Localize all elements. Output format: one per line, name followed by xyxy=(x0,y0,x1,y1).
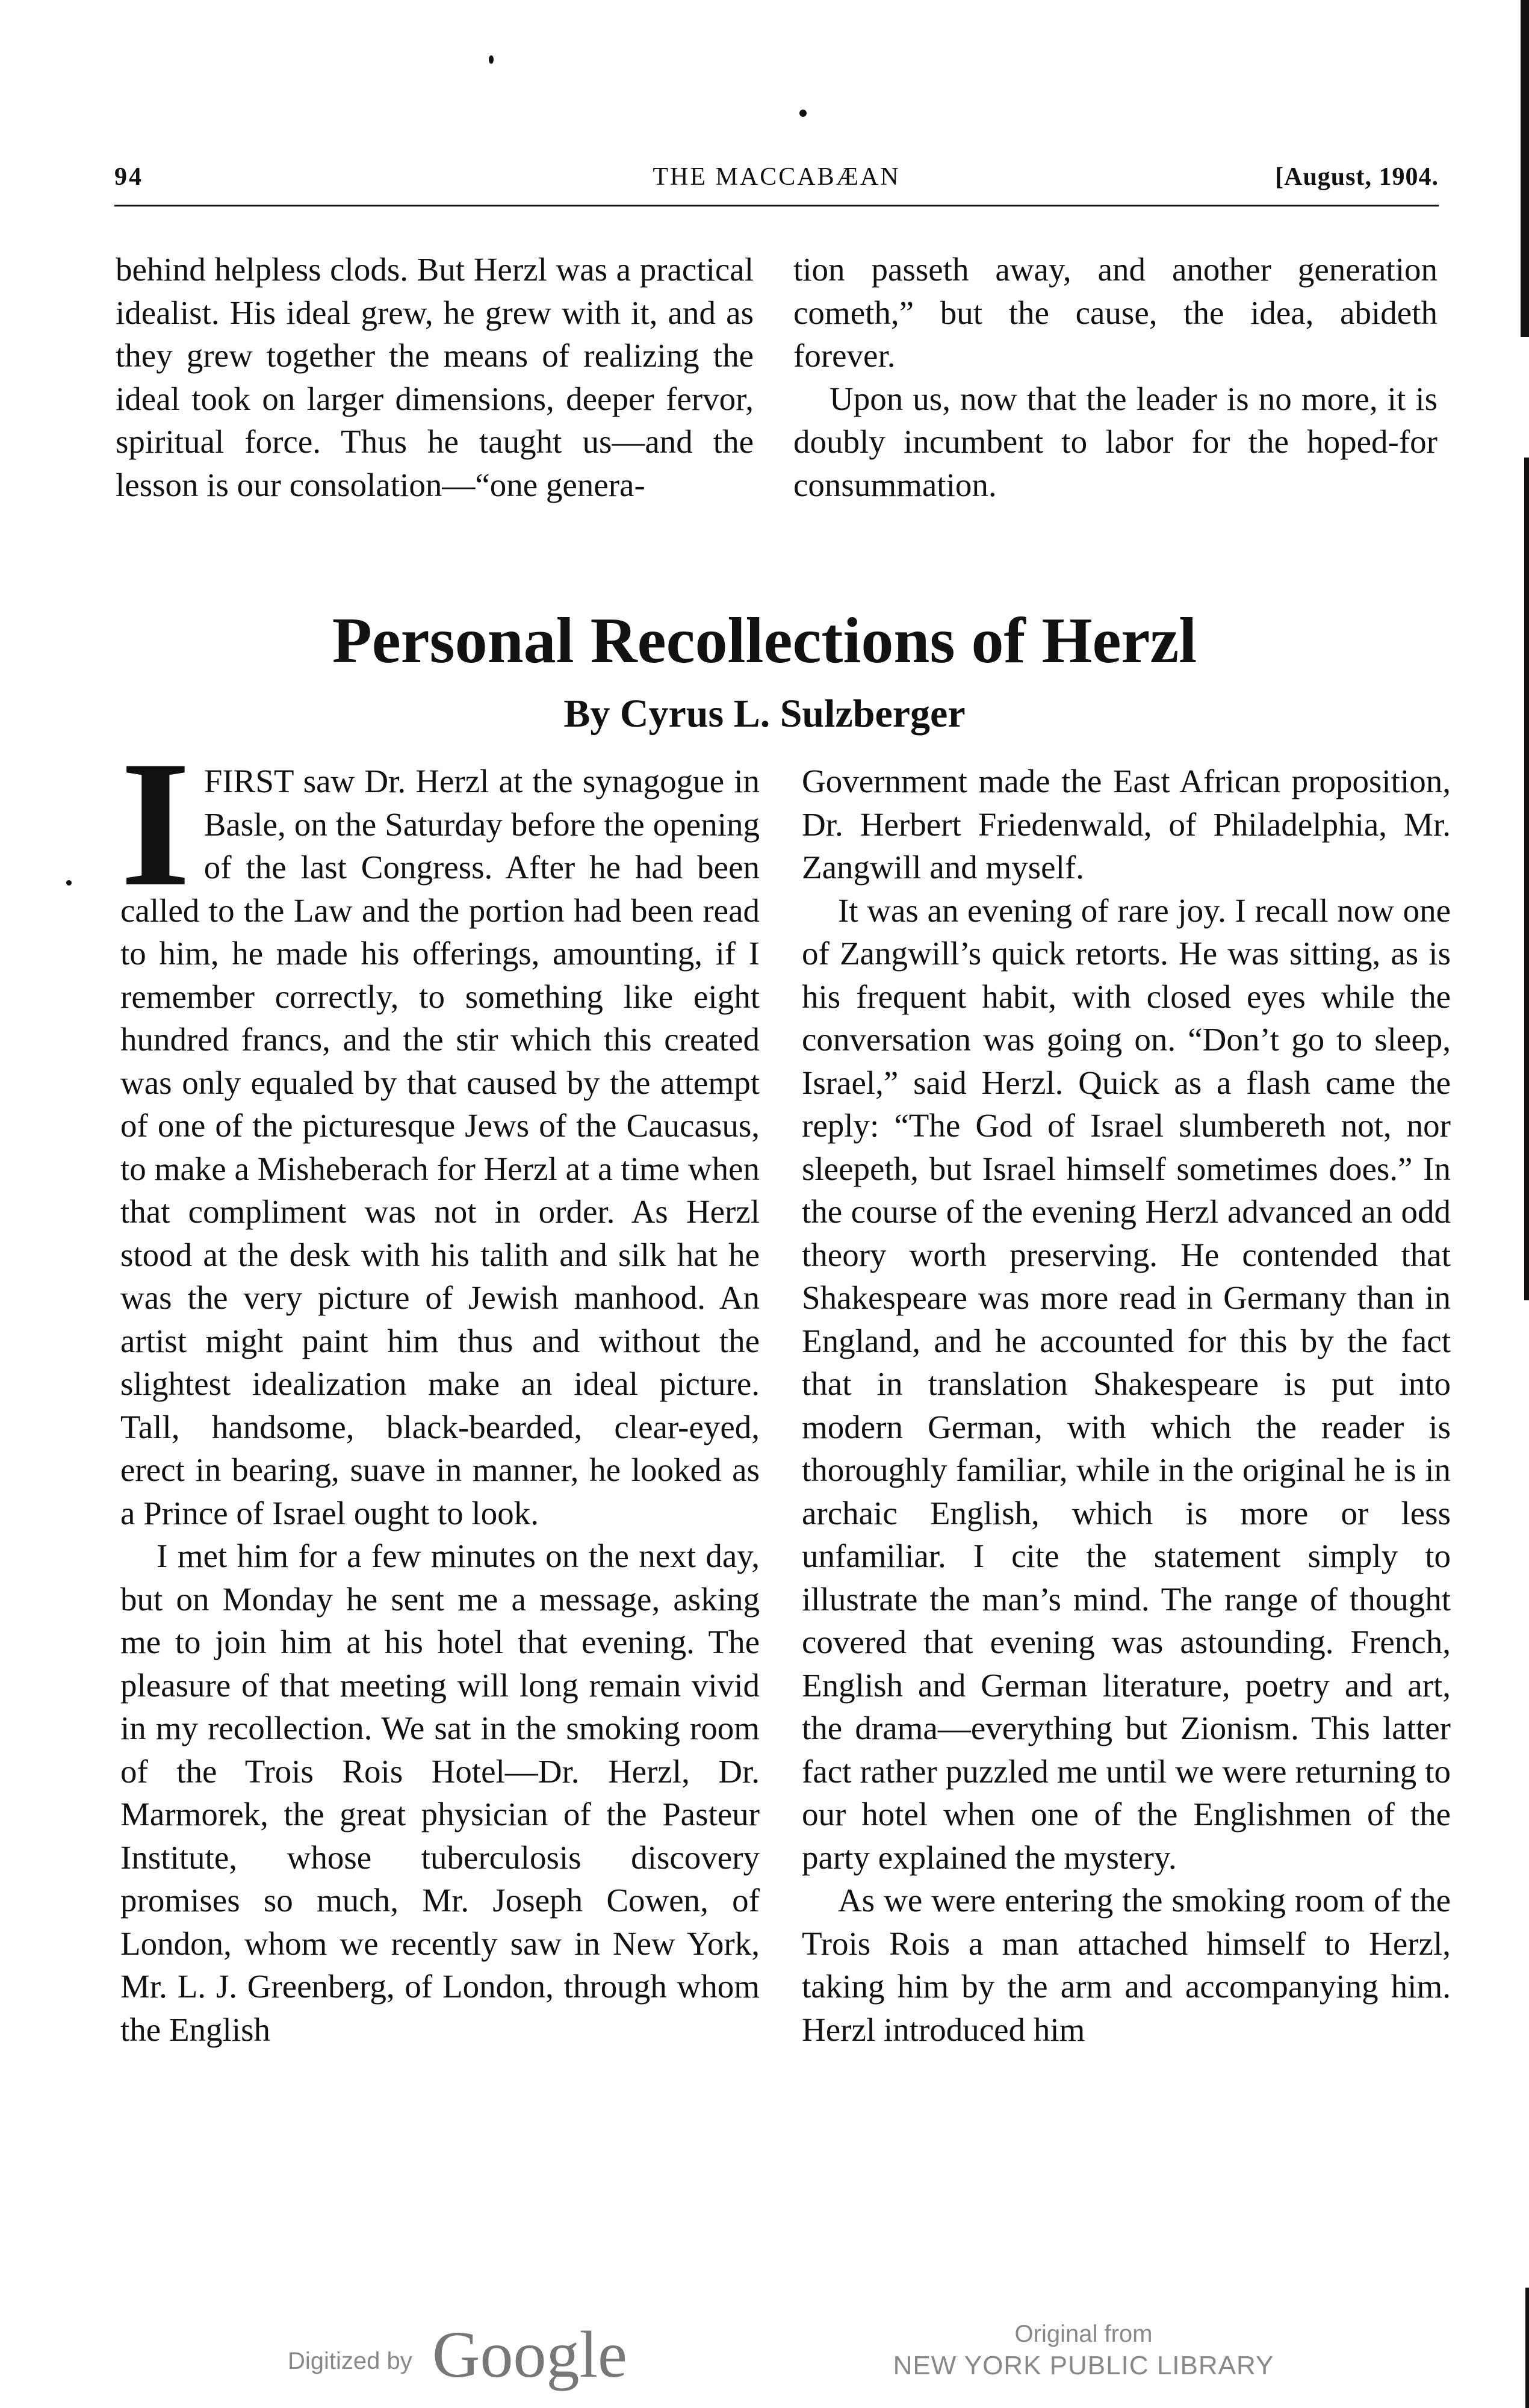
continued-paragraph: tion passeth away, and another generation cometh,” but the cause, the idea, abideth forever. xyxy=(793,251,1438,374)
article-paragraph: As we were entering the smoking room of the Trois Rois a man attached himself to Herzl, taking him by the arm and accompanying him. Herzl introduced him xyxy=(802,1882,1451,2048)
article-title: Personal Recollections of Herzl xyxy=(332,605,1197,677)
continued-column-right xyxy=(793,248,1438,506)
page-number: 94 xyxy=(114,163,143,191)
library-credit xyxy=(879,2319,1288,2383)
scan-edge-mark xyxy=(1525,2288,1529,2408)
original-from-label: Original from xyxy=(1014,2321,1153,2347)
article-paragraph: I met him for a few minutes on the next day, but on Monday he sent me a message, asking me to join him at his hotel that evening. The pleasure of that meeting will long remain vivid in my recollection. We sat in the smoking room of the Trois Rois Hotel—Dr. Herzl, Dr. Marmorek, the great physician of the Pasteur Institute, whose tuberculosis discovery promises so much, Mr. Joseph Cowen, of London, whom we recently saw in New York, Mr. L. J. Greenberg, of London, through whom the English xyxy=(120,1538,760,2048)
continued-paragraph: Upon us, now that the leader is no more, it is doubly incumbent to labor for the hoped-for consummation. xyxy=(793,380,1438,503)
issue-date: [August, 1904. xyxy=(1275,163,1439,191)
scan-edge-mark xyxy=(1521,0,1529,337)
digitized-by-label: Digitized by xyxy=(288,2348,412,2374)
continued-column-left xyxy=(116,248,754,506)
article-column-right xyxy=(802,760,1451,2051)
ink-speck xyxy=(489,55,494,64)
article-paragraph: It was an evening of rare joy. I recall now one of Zangwill’s quick retorts. He was sitting, as is his frequent habit, with closed eyes while the conversation was going on. “Don’t go to sleep, Israel,” said Herzl. Quick as a flash came the reply: “The God of Israel slumbereth not, nor sleepeth, but Israel himself sometimes does.” In the course of the evening Herzl advanced an odd theory worth preserving. He contended that Shakespeare was more read in Germany than in England, and he accounted for this by the fact that in translation Shakespeare is put into modern German, with which the reader is thoroughly familiar, while in the original he is in archaic English, which is more or less unfamiliar. I cite the statement simply to illustrate the man’s mind. The range of thought covered that evening was astounding. French, English and German literature, poetry and art, the drama—everything but Zionism. This latter fact rather puzzled me until we were returning to our hotel when one of the Englishmen of the party explained the mystery. xyxy=(802,892,1451,1876)
drop-cap: I xyxy=(120,724,191,923)
running-head xyxy=(114,163,1439,199)
scan-edge-mark xyxy=(1524,458,1529,1300)
article-paragraph: FIRST saw Dr. Herzl at the synagogue in Basle, on the Saturday before the opening of the last Congress. After he had been called to the Law and the portion had been read to him, he made his offerings, amounting, if I remember correctly, to something like eight hundred francs, and the stir which this created was only equaled by that caused by the attempt of one of the picturesque Jews of the Caucasus, to make a Misheberach for Herzl at a time when that compliment was not in order. As Herzl stood at the desk with his talith and silk hat he was the very picture of Jewish manhood. An artist might paint him thus and without the slightest idealization make an ideal picture. Tall, handsome, black-bearded, clear-eyed, erect in bearing, suave in manner, he looked as a Prince of Israel ought to look. xyxy=(120,763,760,1531)
magazine-title: THE MACCABÆAN xyxy=(653,163,901,191)
article-paragraph: Government made the East African proposition, Dr. Herbert Friedenwald, of Philadelphia, Mr. Zangwill and myself. xyxy=(802,763,1451,886)
ink-speck xyxy=(799,110,807,117)
article-column-left xyxy=(120,724,760,2051)
ink-speck xyxy=(66,880,72,886)
google-wordmark: Google xyxy=(432,2318,627,2391)
header-rule xyxy=(114,205,1439,206)
library-name: NEW YORK PUBLIC LIBRARY xyxy=(893,2351,1274,2380)
article-byline: By Cyrus L. Sulzberger xyxy=(563,692,966,736)
continued-paragraph: behind helpless clods. But Herzl was a practical idealist. His ideal grew, he grew with it, and as they grew together the means of realizing the ideal took on larger dimensions, deeper fervor, spiritual force. Thus he taught us—and the lesson is our consolation—“one genera- xyxy=(116,251,754,503)
